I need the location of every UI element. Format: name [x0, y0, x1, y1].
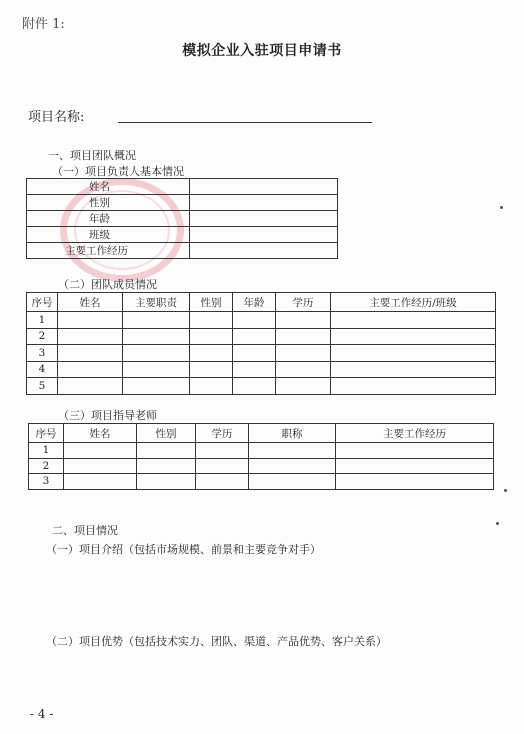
- leader-info-heading: （一）项目负责人基本情况: [52, 165, 184, 178]
- table-row: [27, 378, 496, 395]
- table-row: [27, 328, 496, 345]
- column-header: 学历: [196, 424, 249, 443]
- column-header: 性别: [190, 293, 233, 312]
- document-title: 模拟企业入驻项目申请书: [182, 43, 342, 59]
- column-header: 姓名: [64, 424, 137, 443]
- table-row: [27, 211, 338, 227]
- column-header: 序号: [29, 424, 64, 443]
- section-1-heading: 一、项目团队概况: [48, 149, 136, 162]
- table-header-row: [27, 293, 496, 312]
- table-row: [29, 458, 494, 474]
- project-intro-heading: （一）项目介绍（包括市场规模、前景和主要竞争对手）: [46, 543, 321, 556]
- table-row: [27, 227, 338, 243]
- table-row: [27, 243, 338, 259]
- column-header: 主要工作经历: [336, 424, 494, 443]
- project-name-label: 项目名称:: [28, 110, 85, 125]
- leader-info-table: [26, 178, 338, 259]
- table-header-row: [29, 424, 494, 443]
- advisor-heading: （三）项目指导老师: [58, 409, 157, 422]
- table-row: [27, 361, 496, 378]
- leader-row-label: 性别: [27, 195, 190, 211]
- team-members-table: [26, 292, 496, 395]
- column-header: 序号: [27, 293, 58, 312]
- table-row: [27, 345, 496, 362]
- project-advantages-heading: （二）项目优势（包括技术实力、团队、渠道、产品优势、客户关系）: [46, 635, 387, 648]
- row-number: 3: [29, 474, 64, 490]
- leader-row-label: 年龄: [27, 211, 190, 227]
- row-number: 1: [29, 443, 64, 459]
- leader-row-label: 主要工作经历: [27, 243, 190, 259]
- scan-speck: [496, 522, 499, 525]
- section-2-heading: 二、项目情况: [52, 524, 118, 537]
- column-header: 年龄: [233, 293, 276, 312]
- table-row: [27, 195, 338, 211]
- row-number: 5: [27, 378, 58, 395]
- project-name-underline: [118, 122, 372, 123]
- column-header: 主要工作经历/班级: [331, 293, 496, 312]
- page-number: - 4 -: [30, 707, 54, 721]
- leader-row-value: [190, 179, 338, 195]
- team-members-heading: （二）团队成员情况: [58, 278, 157, 291]
- table-row: [27, 179, 338, 195]
- leader-row-label: 班级: [27, 227, 190, 243]
- scan-speck: [500, 206, 503, 209]
- column-header: 性别: [137, 424, 196, 443]
- table-row: [29, 474, 494, 490]
- leader-row-value: [190, 211, 338, 227]
- row-number: 2: [27, 328, 58, 345]
- leader-row-value: [190, 243, 338, 259]
- table-row: [29, 443, 494, 459]
- row-number: 2: [29, 458, 64, 474]
- leader-row-value: [190, 227, 338, 243]
- column-header: 姓名: [58, 293, 123, 312]
- row-number: 1: [27, 312, 58, 329]
- table-row: [27, 312, 496, 329]
- column-header: 学历: [276, 293, 331, 312]
- advisor-table: [28, 423, 494, 490]
- leader-row-label: 姓名: [27, 179, 190, 195]
- column-header: 职称: [249, 424, 336, 443]
- row-number: 3: [27, 345, 58, 362]
- attachment-label: 附件 1:: [22, 17, 65, 32]
- column-header: 主要职责: [123, 293, 190, 312]
- scan-speck: [504, 489, 507, 492]
- leader-row-value: [190, 195, 338, 211]
- row-number: 4: [27, 361, 58, 378]
